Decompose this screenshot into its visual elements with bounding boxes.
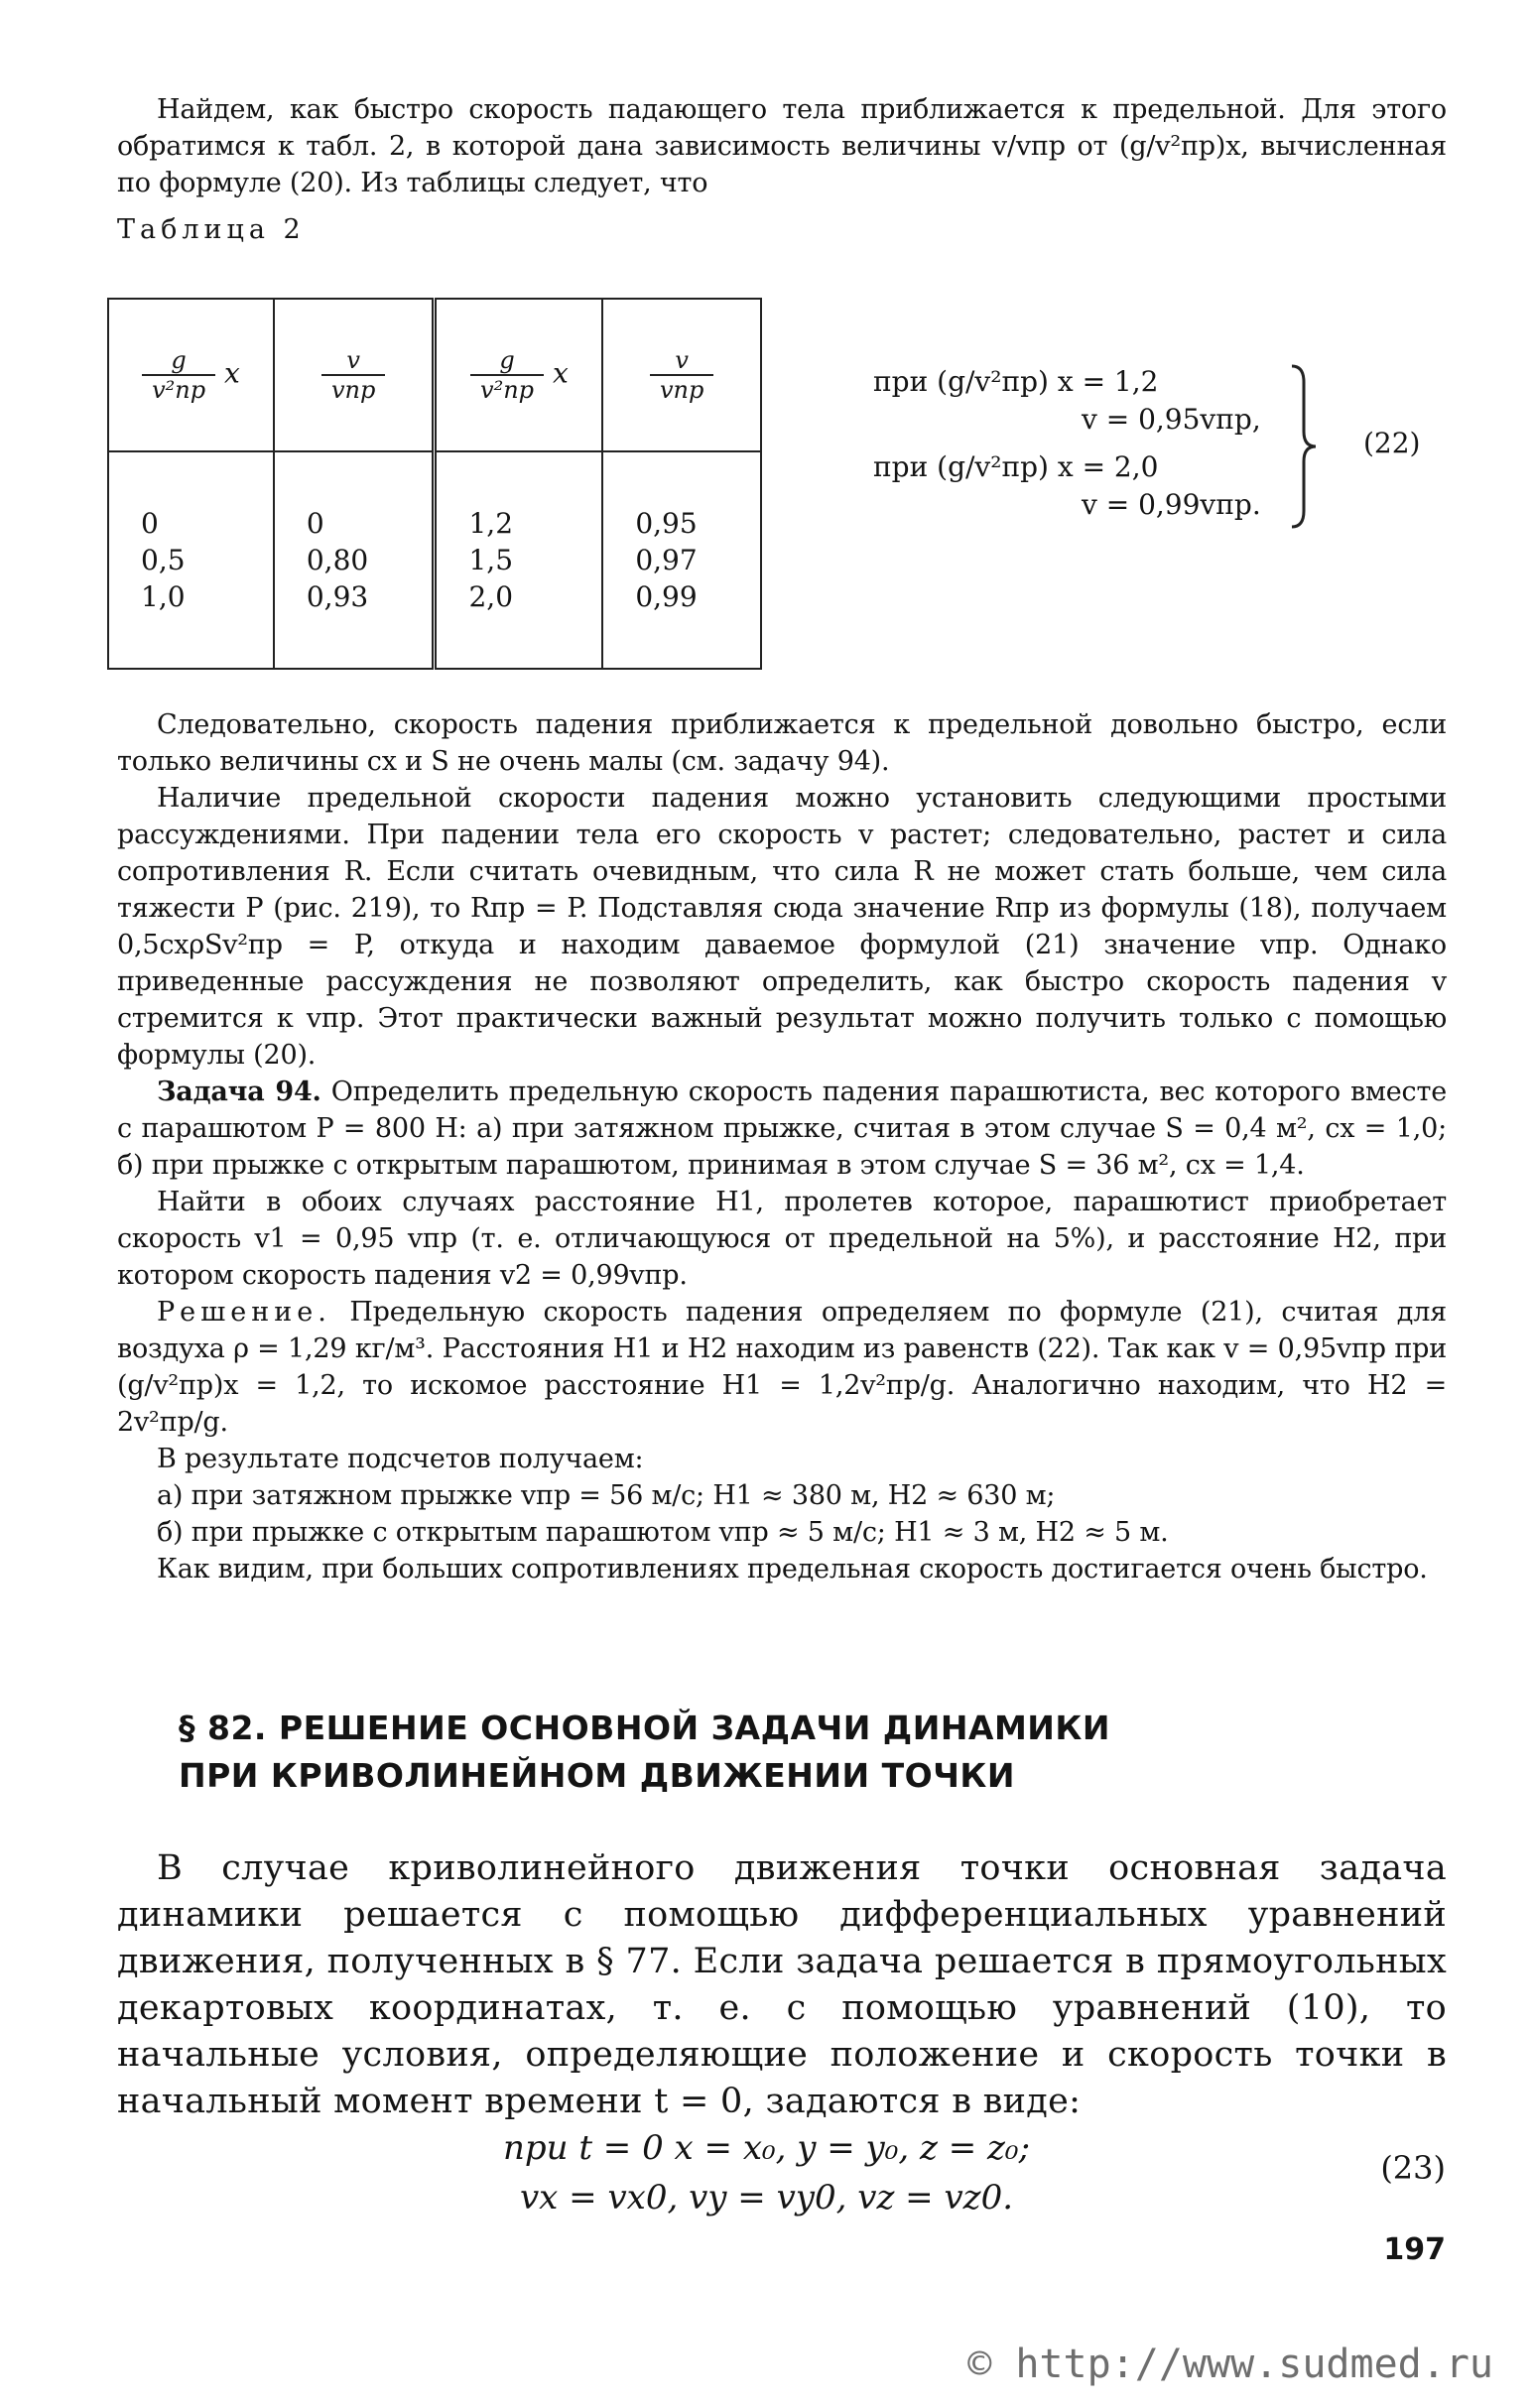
data-table bbox=[107, 298, 762, 670]
page-number: 197 bbox=[1383, 2232, 1446, 2267]
result-line: б) при прыжке с открытым парашютом vпр ≈ 5 м/с; H1 ≈ 3 м, H2 ≈ 5 м. bbox=[157, 1517, 1169, 1548]
right-brace-icon bbox=[1288, 362, 1318, 531]
watermark: © http://www.sudmed.ru bbox=[967, 2342, 1493, 2387]
paragraph: В случае криволинейного движения точки основная задача динамики решается с помощью дифференциальных уравнений движения, полученных в § 77. Если задача решается в прямоугольных декартовых координатах, т. е. с помощью уравнений (10), то начальные условия, определяющие положение и скорость точки в начальный момент времени t = 0, задаются в виде: bbox=[117, 1848, 1447, 2121]
paragraph: Следовательно, скорость падения приближается к предельной довольно быстро, если только величины cx и S не очень малы (см. задачу 94). bbox=[117, 709, 1447, 777]
section-text bbox=[117, 1845, 1447, 2125]
formula-line: v = 0,95vпр, bbox=[1082, 403, 1261, 436]
result-line: а) при затяжном прыжке vпр = 56 м/с; H1 ≈ 380 м, H2 ≈ 630 м; bbox=[157, 1480, 1056, 1511]
paragraph: Найти в обоих случаях расстояние H1, пролетев которое, парашютист приобретает скорость v1 = 0,95 vпр (т. е. отличающуюся от предельной на 5%), и расстояние H2, при котором скорость падения v2 = 0,99vпр. bbox=[117, 1187, 1447, 1291]
formula-line: при (g/v²пр) x = 1,2 bbox=[873, 365, 1159, 398]
equation-number: (23) bbox=[1380, 2149, 1446, 2187]
formula-line: v = 0,99vпр. bbox=[1082, 488, 1261, 521]
intro-paragraph bbox=[117, 91, 1447, 248]
table-cell: 0 0,80 0,93 bbox=[274, 451, 435, 669]
formula-23-line-2: vx = vx0, vy = vy0, vz = vz0. bbox=[519, 2178, 1014, 2218]
table-cell: 1,2 1,5 2,0 bbox=[435, 451, 602, 669]
table-header-row bbox=[108, 299, 761, 451]
intro-text: Найдем, как быстро скорость падающего тела приближается к предельной. Для этого обратимся к табл. 2, в которой дана зависимость величины v/vпр от (g/v²пр)x, вычисленная по формуле (20). Из таблицы следует, что bbox=[117, 94, 1447, 198]
table-row bbox=[108, 451, 761, 669]
paragraph: В результате подсчетов получаем: bbox=[157, 1444, 644, 1474]
solution: Решение. Предельную скорость падения определяем по формуле (21), считая для воздуха ρ = 1,29 кг/м³. Расстояния H1 и H2 находим из равенств (22). Так как v = 0,95vпр при (g/v²пр)x = 1,2, то искомое расстояние H1 = 1,2v²пр/g. Аналогично находим, что H2 = 2v²пр/g. bbox=[117, 1297, 1447, 1438]
table-cell: 0,95 0,97 0,99 bbox=[602, 451, 761, 669]
problem-label: Задача 94. bbox=[157, 1077, 321, 1107]
solution-label: Решение. bbox=[157, 1297, 331, 1328]
formula-22 bbox=[873, 362, 1429, 531]
table-header-cell: $\frac{v}{\text{vпр}}$ bbox=[274, 299, 435, 451]
section-heading: § 82. РЕШЕНИЕ ОСНОВНОЙ ЗАДАЧИ ДИНАМИКИ ПРИ КРИВОЛИНЕЙНОМ ДВИЖЕНИИ ТОЧКИ bbox=[179, 1709, 1111, 1795]
paragraph: Как видим, при больших сопротивлениях предельная скорость достигается очень быстро. bbox=[157, 1554, 1428, 1584]
table-header-cell: $\frac{g}{\text{v²пр}}$ x bbox=[435, 299, 602, 451]
problem-94: Задача 94. Определить предельную скорость падения парашютиста, вес которого вместе с парашютом P = 800 Н: а) при затяжном прыжке, считая в этом случае S = 0,4 м², cx = 1,0; б) при прыжке с открытым парашютом, принимая в этом случае S = 36 м², cx = 1,4. bbox=[117, 1077, 1447, 1181]
table-header-cell: $\frac{v}{\text{vпр}}$ bbox=[602, 299, 761, 451]
formula-line: при (g/v²пр) x = 2,0 bbox=[873, 450, 1159, 483]
table-header-cell: $\frac{g}{\text{v²пр}}$ x bbox=[108, 299, 274, 451]
table-caption: Таблица 2 bbox=[117, 214, 306, 245]
equation-number: (22) bbox=[1363, 427, 1421, 459]
formula-23-line-1: при t = 0 x = x₀, y = y₀, z = z₀; bbox=[502, 2128, 1031, 2168]
paragraph: Наличие предельной скорости падения можно установить следующими простыми рассуждениями. При падении тела его скорость v растет; следовательно, растет и сила сопротивления R. Если считать очевидным, что сила R не может стать больше, чем сила тяжести P (рис. 219), то Rпр = P. Подставляя сюда значение Rпр из формулы (18), получаем 0,5cxρSv²пр = P, откуда и находим даваемое формулой (21) значение vпр. Однако приведенные рассуждения не позволяют определить, как быстро скорость падения v стремится к vпр. Этот практически важный результат можно получить только с помощью формулы (20). bbox=[117, 783, 1447, 1071]
body-text bbox=[117, 706, 1447, 1587]
table-cell: 0 0,5 1,0 bbox=[108, 451, 274, 669]
